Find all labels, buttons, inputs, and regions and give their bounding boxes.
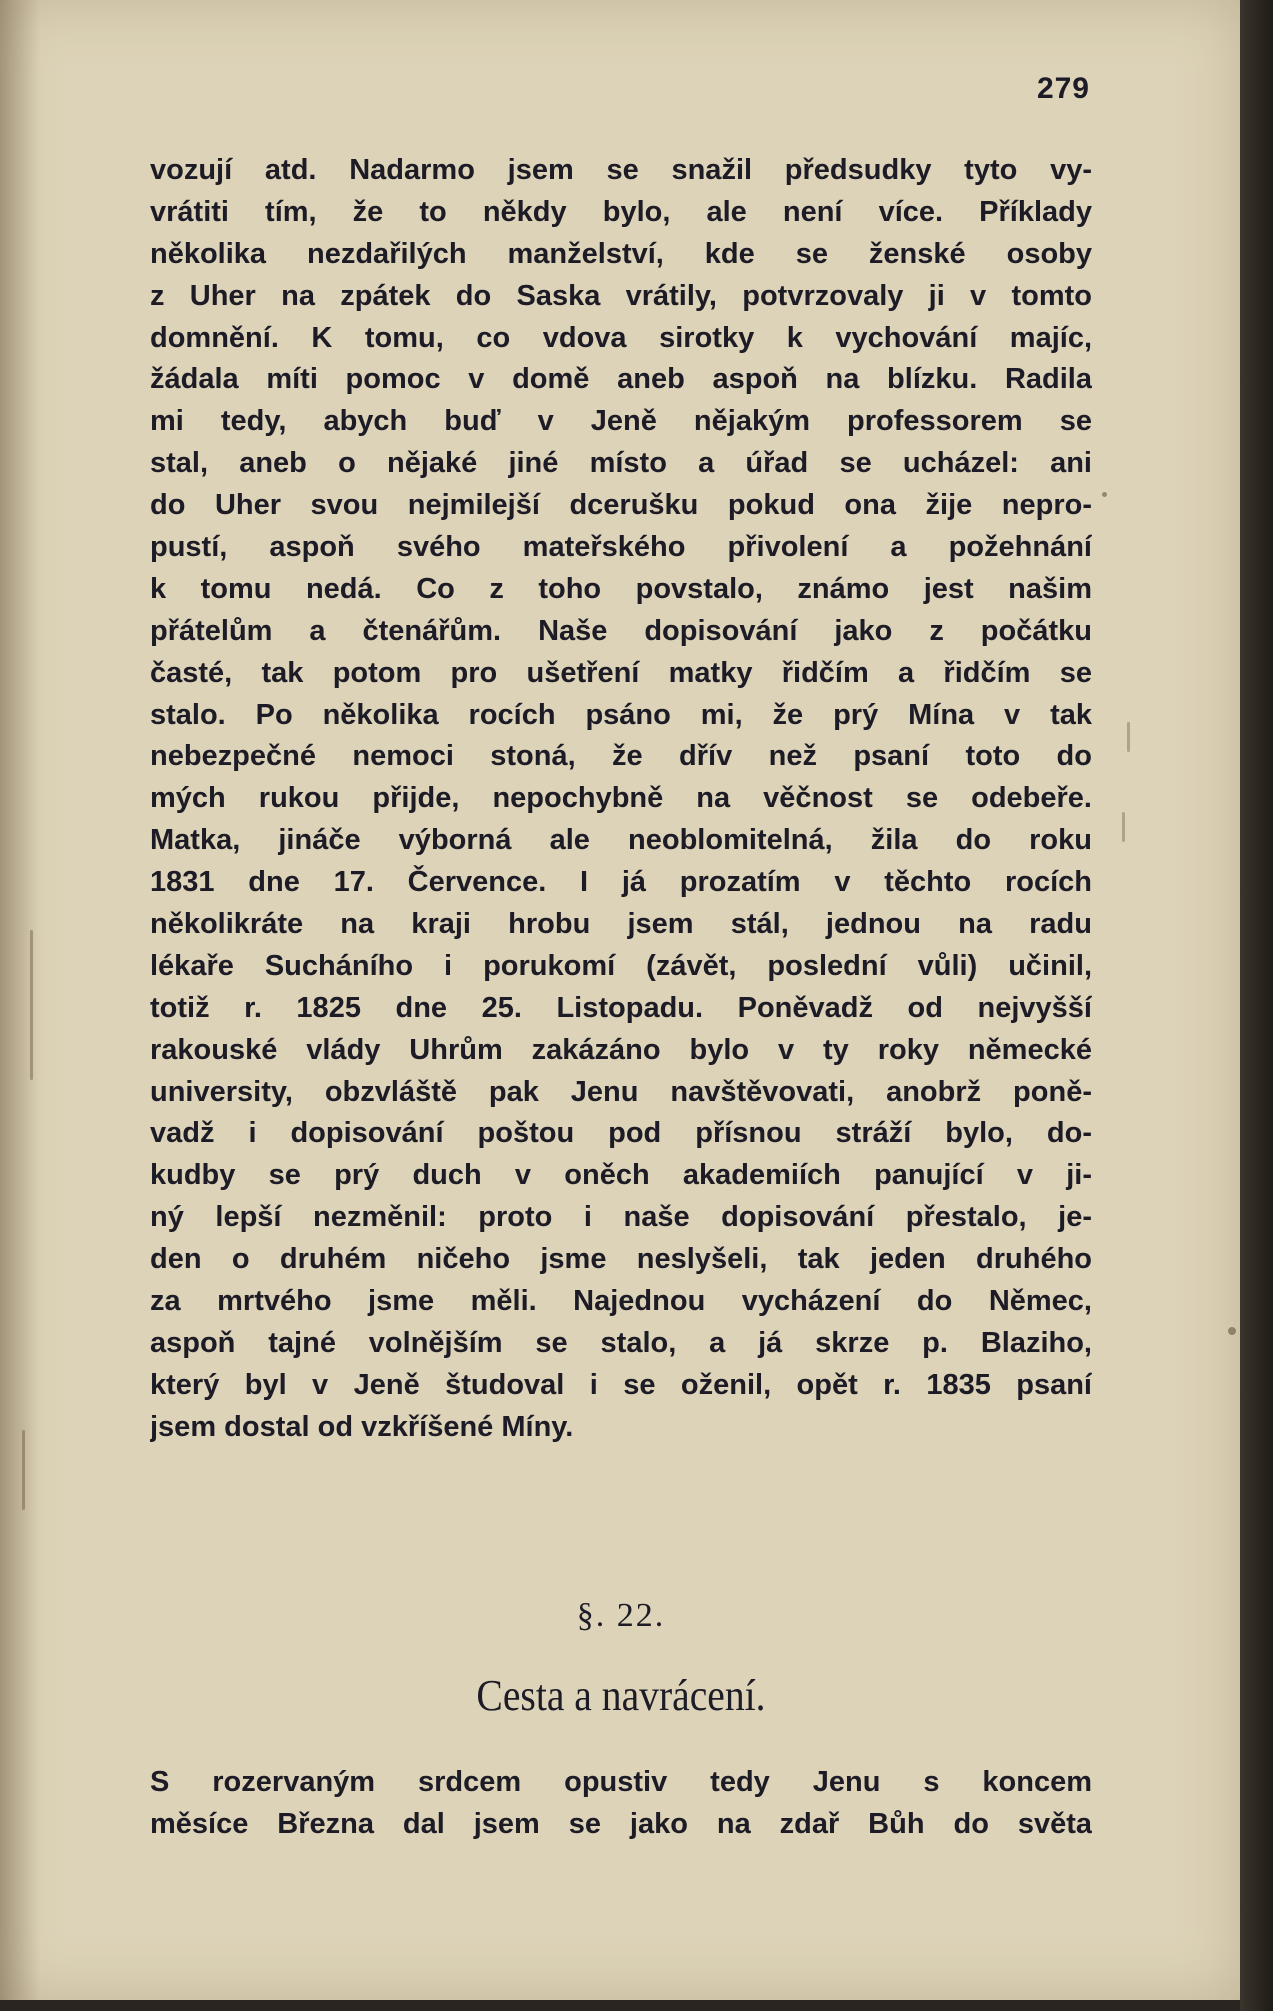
section-title: Cesta a navrácení. <box>476 1671 766 1720</box>
text-line: který byl v Jeně študoval i se oženil, opět r. 1835 psaní <box>150 1368 1092 1401</box>
text-line: k tomu nedá. Co z toho povstalo, známo jest našim <box>150 572 1092 605</box>
book-edge <box>1240 0 1273 2011</box>
text-line: za mrtvého jsme měli. Najednou vycházení do Němec, <box>150 1285 1092 1318</box>
paper-speck <box>30 930 33 1080</box>
text-line: časté, tak potom pro ušetření matky řidčím a řidčím se <box>150 656 1092 689</box>
text-line: stal, aneb o nějaké jiné místo a úřad se ucházel: ani <box>150 447 1092 480</box>
text-line: aspoň tajné volnějším se stalo, a já skrze p. Blaziho, <box>150 1326 1092 1359</box>
text-line: z Uher na zpátek do Saska vrátily, potvrzovaly ji v tomto <box>150 279 1092 312</box>
text-line: do Uher svou nejmilejší dcerušku pokud ona žije nepro- <box>150 489 1092 522</box>
paper-speck <box>1102 492 1107 497</box>
text-line: mi tedy, abych buď v Jeně nějakým professorem se <box>150 405 1092 438</box>
page-gutter-shadow <box>0 0 40 2000</box>
text-line: vadž i dopisování poštou pod přísnou stráží bylo, do- <box>150 1117 1092 1150</box>
text-line-last: jsem dostal od vzkříšené Míny. <box>150 1410 574 1443</box>
text-line: nebezpečné nemoci stoná, že dřív než psaní toto do <box>150 740 1092 773</box>
page-number: 279 <box>1036 72 1090 105</box>
text-line: university, obzvláště pak Jenu navštěvovati, anobrž poně- <box>150 1075 1092 1108</box>
text-line: žádala míti pomoc v domě aneb aspoň na blízku. Radila <box>150 363 1092 396</box>
text-line: 1831 dne 17. Července. I já prozatím v těchto rocích <box>150 866 1092 899</box>
text-line: přátelům a čtenářům. Naše dopisování jako z počátku <box>150 614 1092 647</box>
text-line: mých rukou přijde, nepochybně na věčnost se odebeře. <box>150 782 1092 815</box>
paper-speck <box>1127 722 1130 752</box>
section-text <box>150 1762 1092 1846</box>
text-line: pustí, aspoň svého mateřského přivolení a požehnání <box>150 531 1092 564</box>
text-line: několikráte na kraji hrobu jsem stál, jednou na radu <box>150 908 1092 941</box>
text-line: kudby se prý duch v oněch akademiích panující v ji- <box>150 1159 1092 1192</box>
text-line: Matka, jináče výborná ale neoblomitelná, žila do roku <box>150 824 1092 857</box>
body-text <box>150 150 1092 1449</box>
text-line: S rozervaným srdcem opustiv tedy Jenu s koncem <box>150 1766 1092 1798</box>
text-line: stalo. Po několika rocích psáno mi, že prý Mína v tak <box>150 698 1092 731</box>
text-line: domnění. K tomu, co vdova sirotky k vychování majíc, <box>150 321 1092 354</box>
text-line: totiž r. 1825 dne 25. Listopadu. Poněvadž od nejvyšší <box>150 991 1092 1024</box>
text-line: den o druhém ničeho jsme neslyšeli, tak jeden druhého <box>150 1243 1092 1276</box>
text-line: vrátiti tím, že to někdy bylo, ale není více. Příklady <box>150 195 1092 228</box>
section-number: §. 22. <box>576 1597 666 1634</box>
text-line: vozují atd. Nadarmo jsem se snažil předsudky tyto vy- <box>150 154 1092 186</box>
text-line: ný lepší nezměnil: proto i naše dopisování přestalo, je- <box>150 1201 1092 1234</box>
text-line: měsíce Března dal jsem se jako na zdař Bůh do světa <box>150 1807 1092 1840</box>
paper-speck <box>1122 812 1125 842</box>
paper-speck <box>1228 1327 1236 1335</box>
paper-speck <box>22 1430 25 1510</box>
text-line: několika nezdařilých manželství, kde se ženské osoby <box>150 237 1092 270</box>
text-line: rakouské vlády Uhrům zakázáno bylo v ty roky německé <box>150 1033 1092 1066</box>
text-line: lékaře Sucháního i porukomí (závět, poslední vůli) učinil, <box>150 949 1092 982</box>
